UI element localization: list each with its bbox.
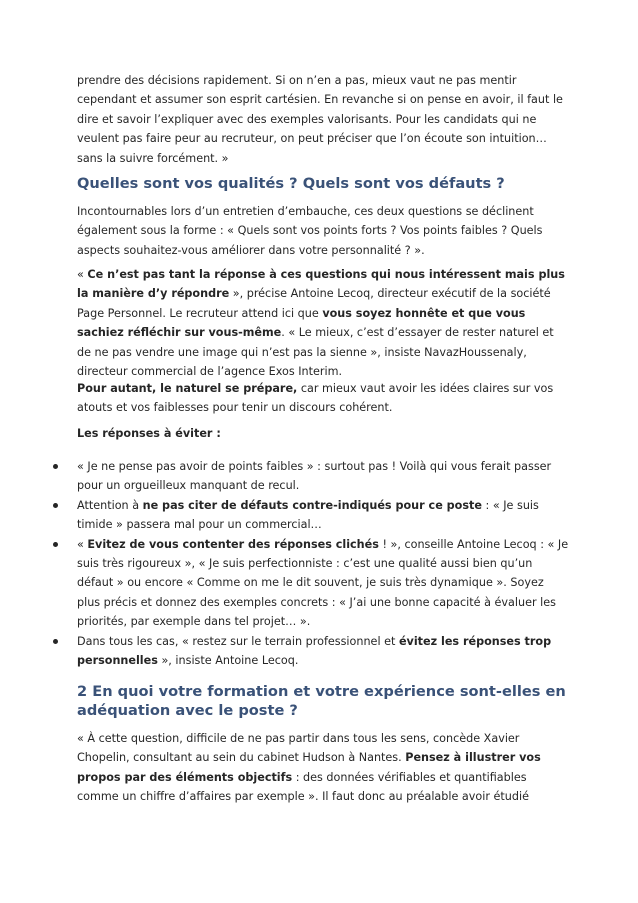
para3-bold: Pour autant, le naturel se prépare, — [77, 382, 298, 395]
para2-open: « — [77, 268, 88, 281]
bullet-text-bold: ne pas citer de défauts contre-indiqués pour ce poste — [142, 498, 482, 512]
para3-text: car mieux vaut avoir les idées claires sur vos atouts et vos faiblesses pour tenir un discours cohérent. — [77, 382, 554, 415]
bullet-text-post: ! », conseille Antoine Lecoq : « Je suis très rigoureux », « Je suis perfectionniste : c’est une qualité aussi bien qu’un défaut » ou encore « Comme on me le dit souvent, je suis très dynamique ». Soyez plus précis et donnez des exemples concrets : « J’ai une bonne capacité à évaluer les priorités, par exemple dans tel projet… ». — [77, 537, 569, 629]
para2-bold2: vous soyez honnête et que vous sachiez réfléchir sur vous-même — [77, 306, 526, 340]
section2-text1: « À cette question, difficile de ne pas partir dans tous les sens, concède Xavier Chopelin, consultant au sein du cabinet Hudson à Nantes. — [77, 732, 520, 765]
bullet-text-bold: évitez les réponses trop personnelles — [77, 634, 552, 668]
intro-text: prendre des décisions rapidement. Si on n’en a pas, mieux vaut ne pas mentir cependant et assumer son esprit cartésien. En revanche si on pense en avoir, il faut le dire et savoir l’expliquer avec des exemples valorisants. Pour les candidats qui ne veulent pas faire peur au recruteur, on peut préciser que l’on écoute son intuition… sans la suivre forcément. » — [77, 74, 563, 165]
list-item — [0, 457, 569, 496]
bullet-text-pre: Attention à — [77, 498, 143, 512]
section2-text2: : des données vérifiables et quantifiables comme un chiffre d’affaires par exemple ». Il faut donc au préalable avoir étudié — [77, 770, 529, 804]
para2-bold1: Ce n’est pas tant la réponse à ces questions qui nous intéressent mais plus la manière d’y répondre — [77, 268, 565, 301]
bullet-dot-icon — [53, 639, 58, 644]
bullet-text-post: », insiste Antoine Lecoq. — [157, 654, 299, 668]
section2-bold: Pensez à illustrer vos propos par des éléments objectifs — [77, 751, 541, 784]
list-item — [0, 632, 569, 671]
bullet-dot-icon — [53, 503, 58, 508]
section1-para1-text: Incontournables lors d’un entretien d’embauche, ces deux questions se déclinent également sous la forme : « Quels sont vos points forts ? Vos points faibles ? Quels aspects souhaitez-vous améliorer dans votre personnalité ? ». — [77, 205, 543, 257]
list-item — [0, 496, 569, 535]
bullet-text-pre: « — [77, 537, 88, 551]
section1-paragraph-3 — [77, 379, 569, 418]
para2-text2: . « Le mieux, c’est d’essayer de rester naturel et de ne pas vendre une image qui n’est pas la sienne », insiste NavazHoussenaly, directeur commercial de l’agence Exos Interim. — [77, 326, 554, 379]
intro-paragraph — [77, 71, 569, 168]
para2-text1: », précise Antoine Lecoq, directeur exécutif de la société Page Personnel. Le recruteur attend ici que — [77, 287, 551, 320]
section2-heading: 2 En quoi votre formation et votre expérience sont-elles en adéquation avec le poste ? — [77, 683, 566, 719]
section2-paragraph — [77, 729, 569, 807]
bullet-dot-icon — [53, 542, 58, 547]
bullet-dot-icon — [53, 464, 58, 469]
bullet-text-post: : « Je suis timide » passera mal pour un commercial… — [77, 498, 539, 532]
section1-paragraph-1 — [77, 202, 569, 260]
list-item — [0, 535, 569, 632]
bullet-text-bold: Evitez de vous contenter des réponses clichés — [87, 537, 379, 551]
bullet-text-pre: « Je ne pense pas avoir de points faibles » : surtout pas ! Voilà qui vous ferait passer pour un orgueilleux manquant de recul. — [77, 460, 552, 493]
section1-subheading-block — [77, 424, 569, 443]
bullet-text-pre: Dans tous les cas, « restez sur le terrain professionnel et — [77, 634, 399, 648]
section1-paragraph-2 — [77, 265, 569, 381]
avoid-answers-list — [0, 457, 600, 670]
section1-subheading: Les réponses à éviter : — [77, 427, 221, 440]
section1-heading: Quelles sont vos qualités ? Quels sont vos défauts ? — [77, 175, 505, 192]
